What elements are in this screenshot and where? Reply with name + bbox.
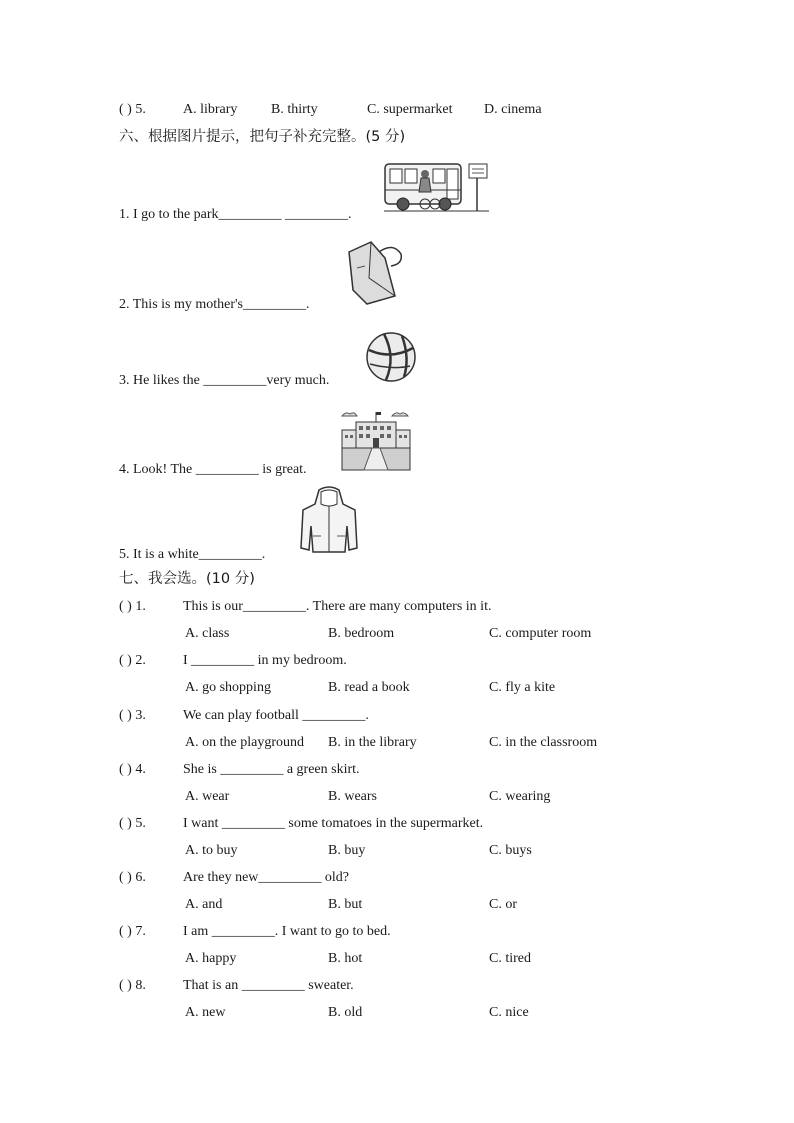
top-option-a: A. library [183,102,238,117]
question-stem: We can play football _________. [183,708,369,723]
top-option-c: C. supermarket [367,102,453,117]
question-paren: ( ) 3. [119,708,146,723]
option-c: C. in the classroom [489,735,598,750]
section6-item-4: 4. Look! The _________ is great. [119,462,307,477]
question-stem: I want _________ some tomatoes in the supermarket. [183,816,484,831]
option-a: A. new [185,1005,226,1020]
option-a: A. class [185,626,230,641]
question-paren: ( ) 7. [119,924,146,939]
question-paren: ( ) 1. [119,599,146,614]
question-paren: ( ) 2. [119,653,146,668]
option-b: B. wears [328,789,377,804]
option-b: B. old [328,1005,363,1020]
basketball-icon [364,330,418,384]
question-stem: That is an _________ sweater. [183,978,354,993]
question-stem: This is our_________. There are many computers in it. [183,599,492,614]
section6-title: 六、根据图片提示，把句子补充完整。(5 分) [119,129,406,145]
section6-item-2: 2. This is my mother's_________. [119,297,310,312]
option-a: A. happy [185,951,237,966]
option-c: C. wearing [489,789,551,804]
option-c: C. computer room [489,626,592,641]
question-stem: I _________ in my bedroom. [183,653,347,668]
question-paren: ( ) 5. [119,816,146,831]
top-option-b: B. thirty [271,102,318,117]
school-building-icon [340,408,412,472]
option-b: B. read a book [328,680,410,695]
option-b: B. bedroom [328,626,395,641]
bus-icon [383,160,491,218]
question-paren: ( ) 6. [119,870,146,885]
option-a: A. to buy [185,843,238,858]
option-a: A. wear [185,789,230,804]
option-c: C. or [489,897,517,912]
question-stem: I am _________. I want to go to bed. [183,924,391,939]
option-b: B. buy [328,843,366,858]
question-paren: ( ) 4. [119,762,146,777]
option-b: B. in the library [328,735,417,750]
section7-title: 七、我会选。(10 分) [119,571,255,587]
option-b: B. hot [328,951,363,966]
option-c: C. tired [489,951,531,966]
bag-icon [343,238,407,308]
option-a: A. and [185,897,223,912]
section6-item-1: 1. I go to the park_________ _________. [119,207,352,222]
top-question-paren: ( ) 5. [119,102,146,117]
jacket-icon [299,486,359,556]
option-c: C. nice [489,1005,529,1020]
question-stem: She is _________ a green skirt. [183,762,360,777]
question-paren: ( ) 8. [119,978,146,993]
top-option-d: D. cinema [484,102,542,117]
option-b: B. but [328,897,363,912]
section6-item-3: 3. He likes the _________very much. [119,373,330,388]
section6-item-5: 5. It is a white_________. [119,547,266,562]
option-a: A. go shopping [185,680,271,695]
option-c: C. buys [489,843,532,858]
question-stem: Are they new_________ old? [183,870,350,885]
option-a: A. on the playground [185,735,304,750]
option-c: C. fly a kite [489,680,556,695]
